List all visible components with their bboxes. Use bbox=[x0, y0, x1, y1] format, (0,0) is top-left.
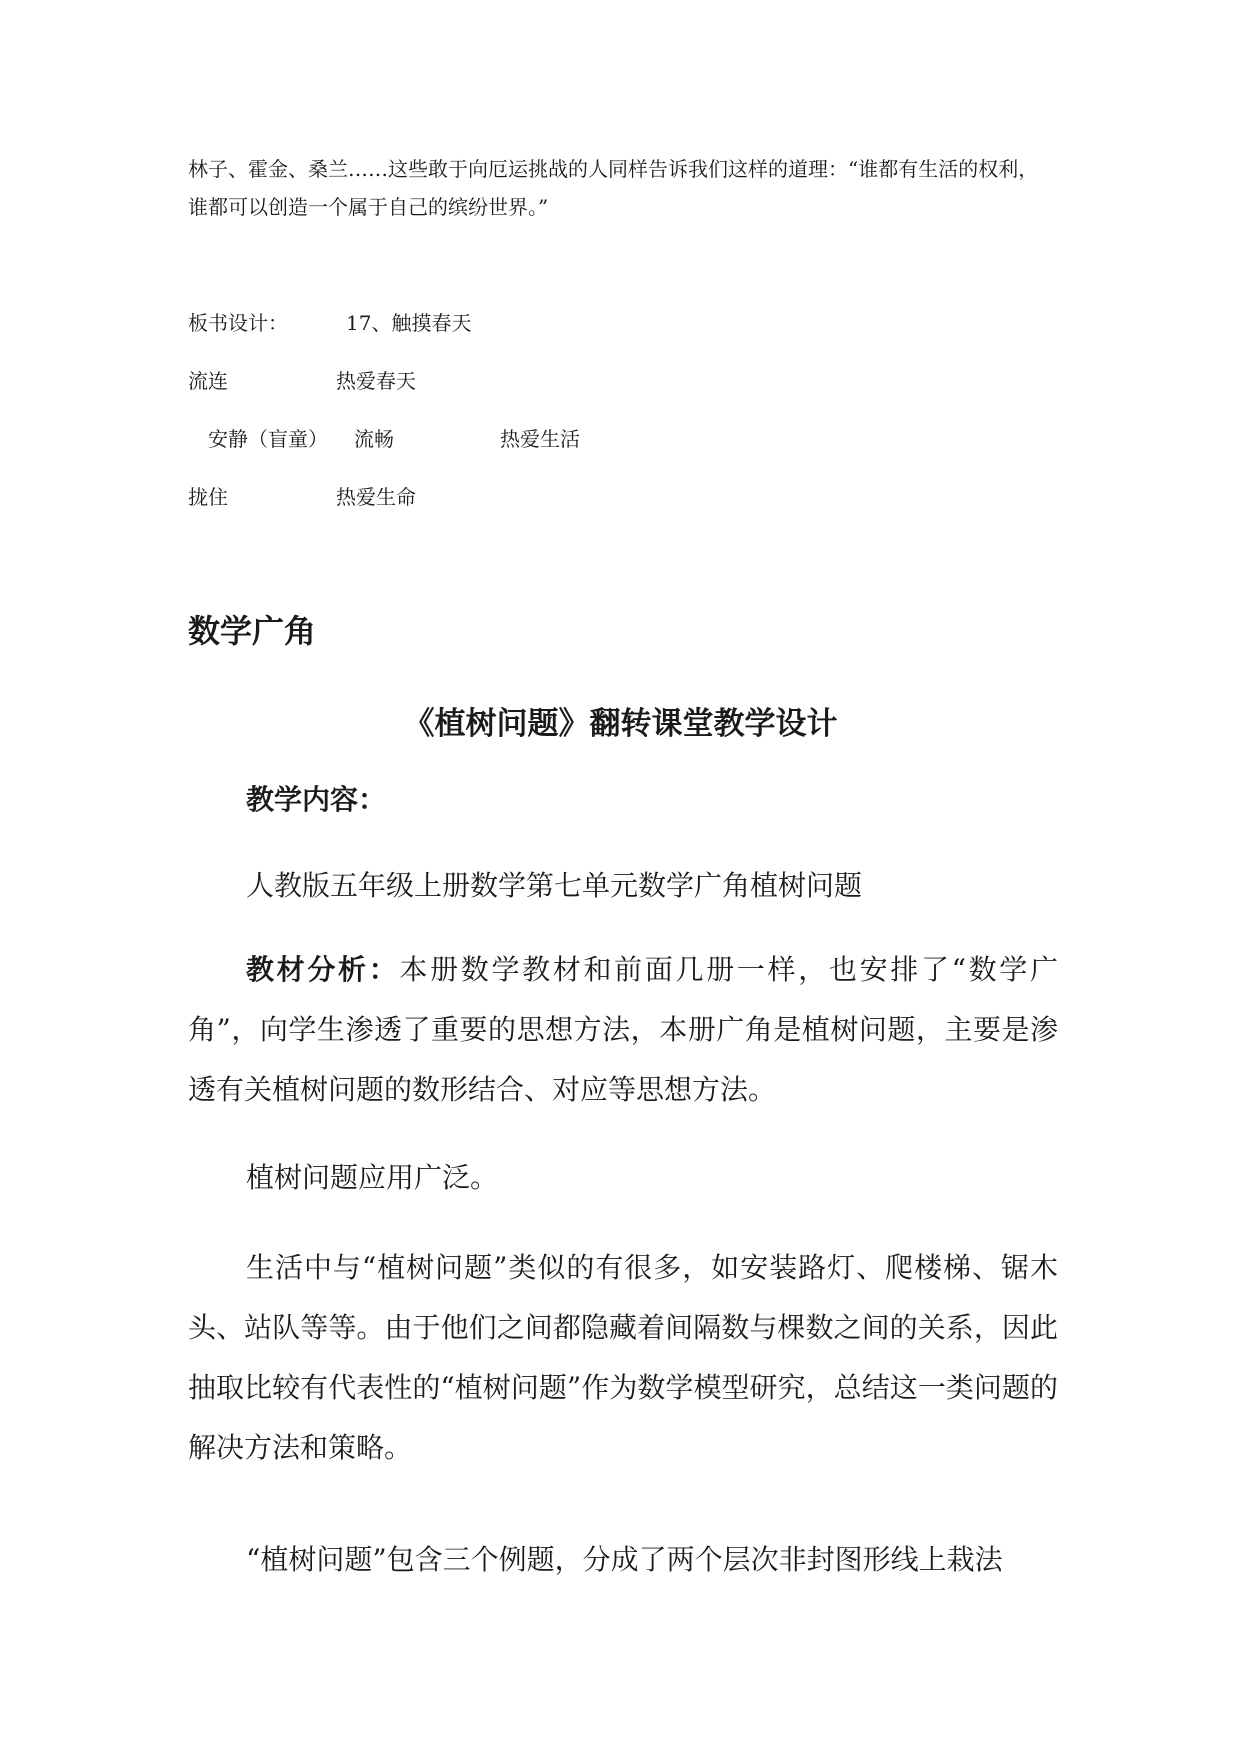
teaching-content-text: 人教版五年级上册数学第七单元数学广角植树问题 bbox=[246, 869, 863, 902]
material-analysis-heading: 教材分析： bbox=[246, 953, 400, 986]
life-examples-paragraph: 生活中与“植树问题”类似的有很多，如安装路灯、爬楼梯、锯木头、站队等等。由于他们之间都隐藏着间隔数与棵数之间的关系，因此抽取比较有代表性的“植树问题”作为数学模型研究，总结这一类问题的解决方法和策略。 bbox=[188, 1251, 1058, 1464]
blackboard-row-2-left: 安静（盲童） bbox=[208, 427, 328, 451]
teaching-content-heading: 教学内容： bbox=[246, 783, 387, 816]
examples-paragraph: “植树问题”包含三个例题，分成了两个层次非封图形线上栽法 bbox=[246, 1543, 1003, 1576]
top-quote-paragraph: 林子、霍金、桑兰……这些敢于向厄运挑战的人同样告诉我们这样的道理：“谁都有生活的权利，谁都可以创造一个属于自己的缤纷世界。” bbox=[188, 157, 1039, 219]
blackboard-row-3-left: 拢住 bbox=[188, 485, 228, 509]
blackboard-label: 板书设计： bbox=[188, 311, 288, 335]
blackboard-row-2-right: 热爱生活 bbox=[500, 427, 580, 451]
blackboard-row-2-middle: 流畅 bbox=[354, 427, 394, 451]
document-title: 《植树问题》翻转课堂教学设计 bbox=[403, 706, 838, 742]
blackboard-row-1-left: 流连 bbox=[188, 369, 228, 393]
blackboard-row-3-right: 热爱生命 bbox=[336, 485, 416, 509]
wide-use-paragraph: 植树问题应用广泛。 bbox=[246, 1161, 499, 1194]
material-analysis-text: 本册数学教材和前面几册一样，也安排了“数学广角”，向学生渗透了重要的思想方法，本册广角是植树问题，主要是渗透有关植树问题的数形结合、对应等思想方法。 bbox=[188, 953, 1058, 1106]
section-title: 数学广角 bbox=[188, 612, 317, 650]
blackboard-lesson-title: 17、触摸春天 bbox=[346, 311, 472, 335]
material-analysis-paragraph bbox=[188, 940, 1058, 1120]
blackboard-row-1-right: 热爱春天 bbox=[336, 369, 416, 393]
